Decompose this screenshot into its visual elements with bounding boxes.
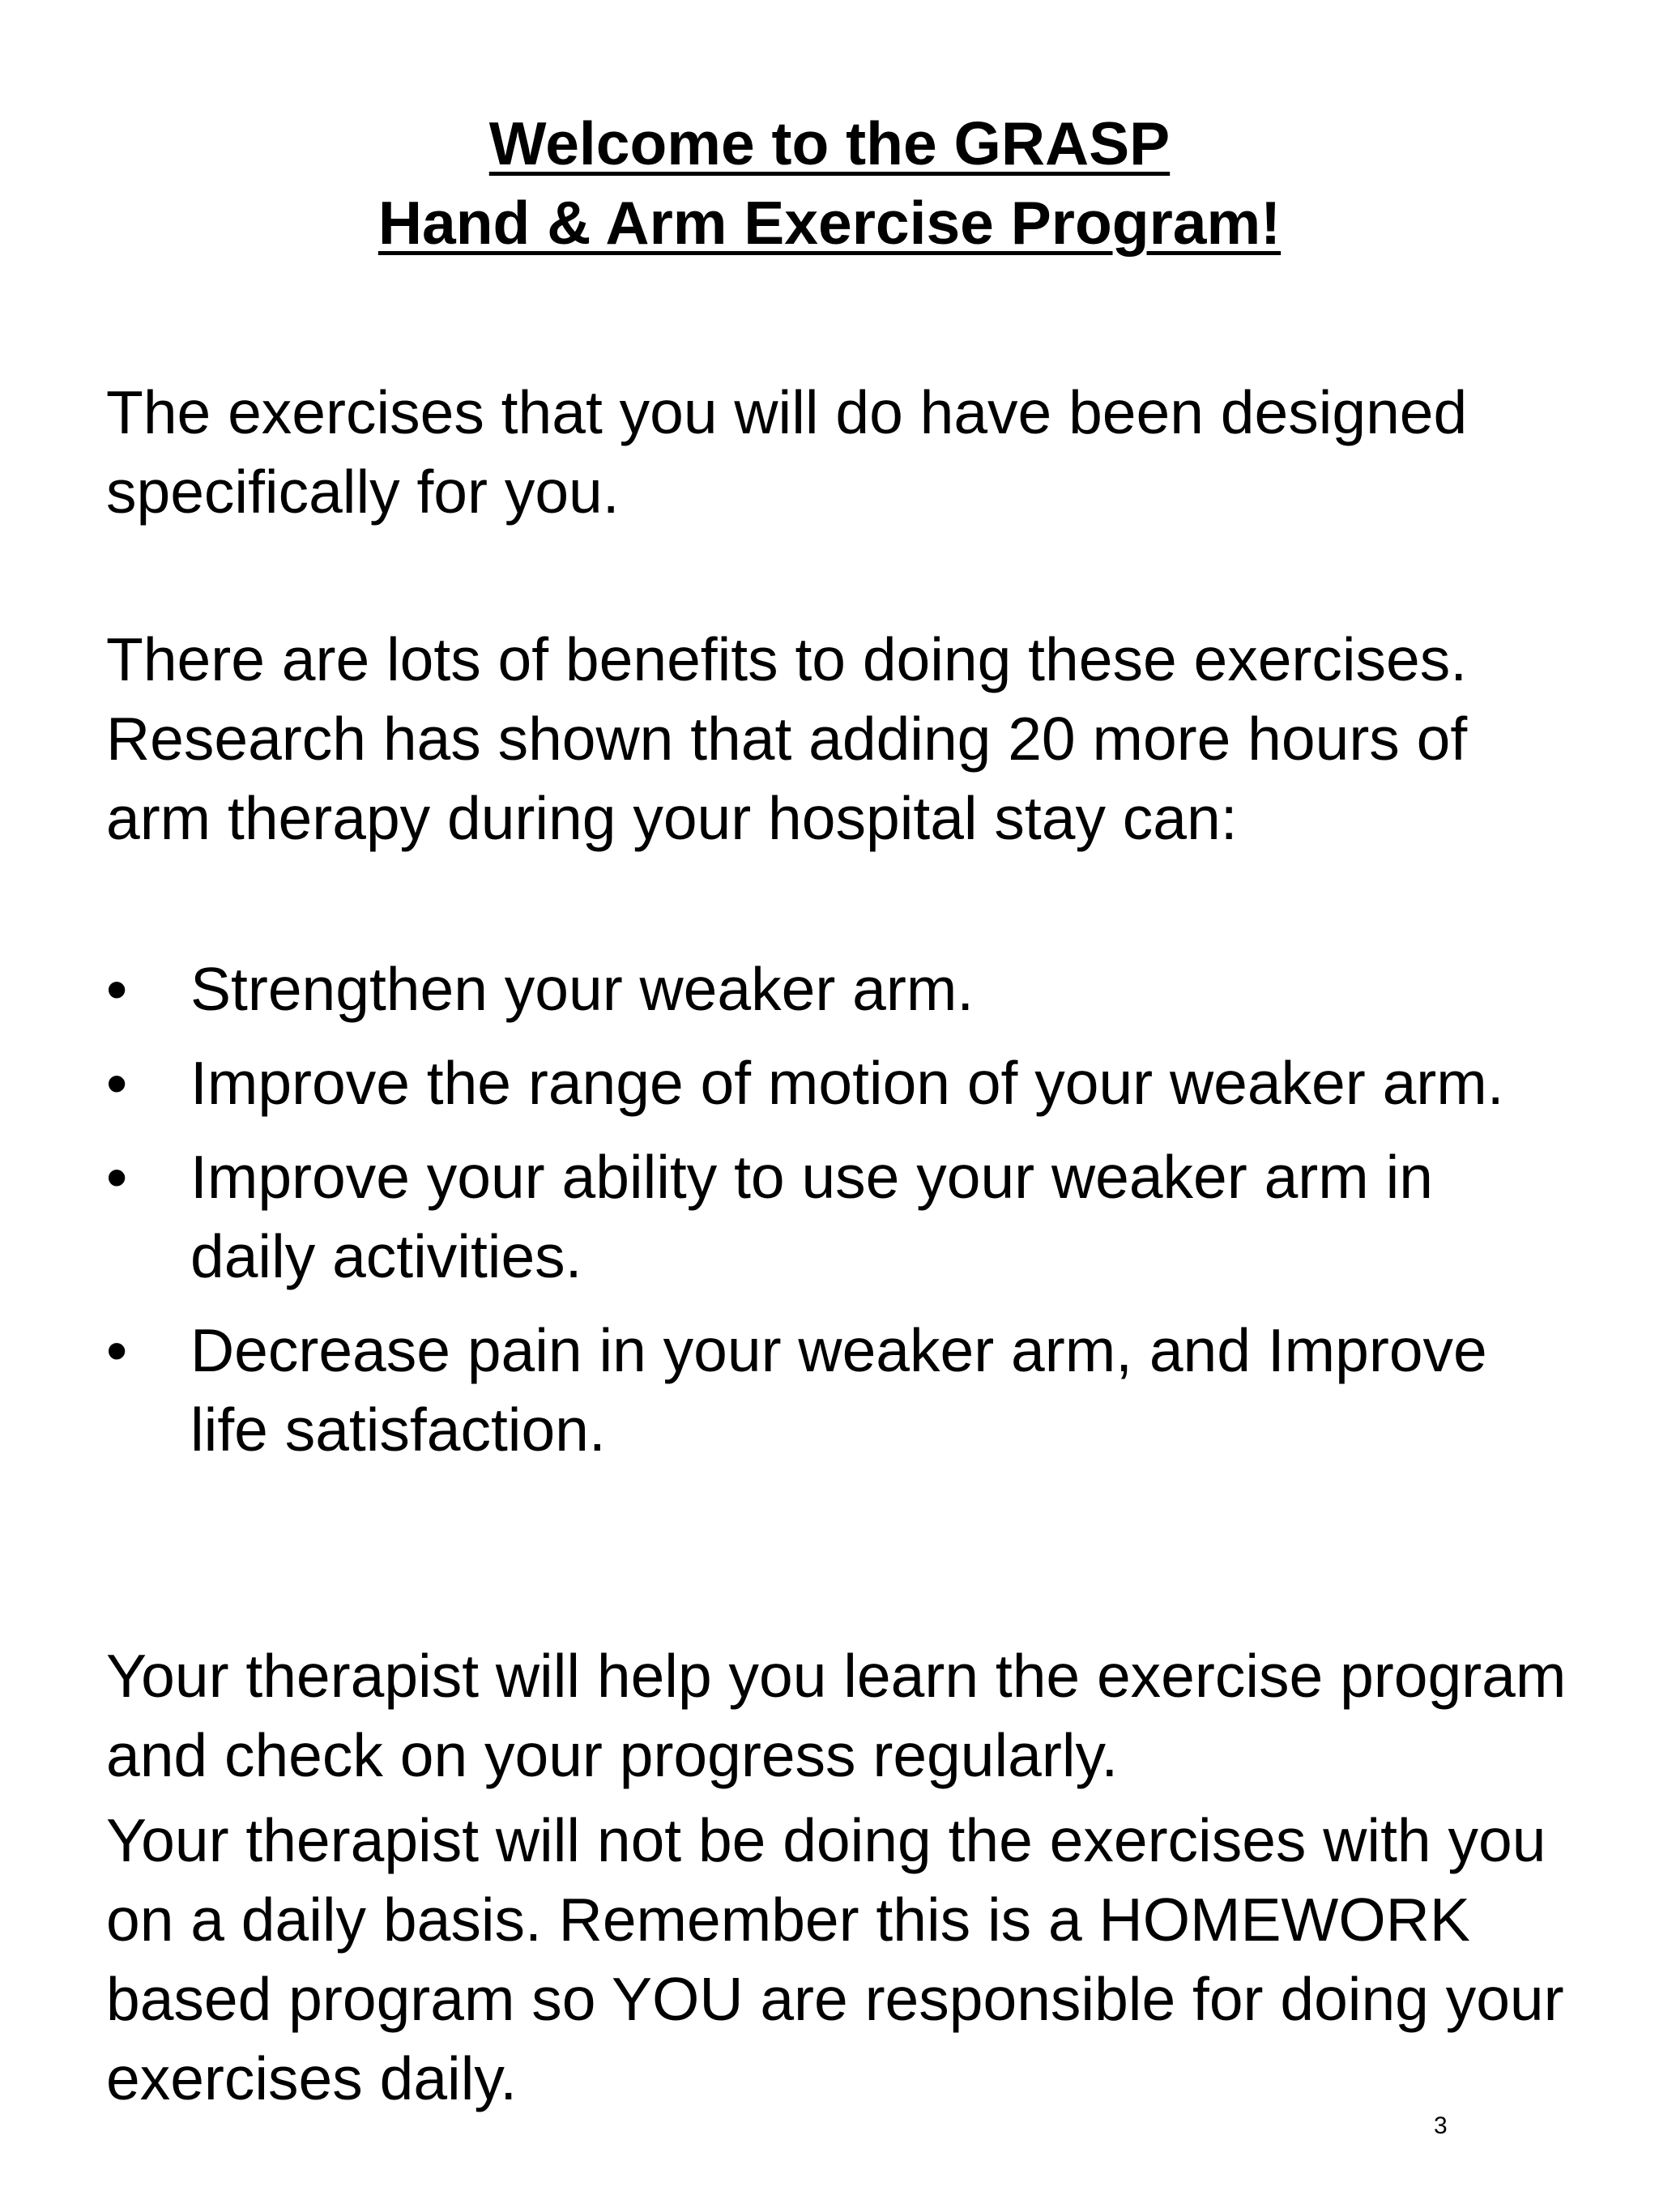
intro-paragraph-2: There are lots of benefits to doing these exercises. Research has shown that adding 20 more hours of arm therapy during your hospital stay can: [106,625,1468,852]
list-item [0,1043,1519,1123]
page-number: 3 [1434,2112,1448,2139]
list-item-text: Decrease pain in your weaker arm, and Improve life satisfaction. [190,1316,1487,1464]
title-line-1-text: Welcome to the GRASP [488,109,1171,177]
title-line-2-text: Hand & Arm Exercise Program! [377,189,1282,257]
title-line-2 [0,183,1659,262]
bullet-icon: • [106,1316,128,1384]
list-item [0,1137,1519,1296]
bullet-icon: • [106,1143,128,1211]
title-line-1 [0,104,1659,183]
list-item-text: Improve your ability to use your weaker arm in daily activities. [190,1143,1433,1290]
closing-paragraph-1: Your therapist will help you learn the exercise program and check on your progress regularly. [106,1642,1567,1789]
bullet-icon: • [106,955,128,1023]
page-title [0,104,1659,262]
closing-paragraph-2: Your therapist will not be doing the exercises with you on a daily basis. Remember this is a HOMEWORK based program so YOU are responsible for doing your exercises daily. [106,1806,1564,2112]
list-item [0,1311,1519,1469]
benefits-list [0,949,1659,1484]
intro-paragraph-1: The exercises that you will do have been designed specifically for you. [106,378,1468,526]
list-item-text: Strengthen your weaker arm. [190,955,975,1023]
list-item [0,949,1519,1029]
list-item-text: Improve the range of motion of your weaker arm. [190,1049,1504,1117]
bullet-icon: • [106,1049,128,1117]
